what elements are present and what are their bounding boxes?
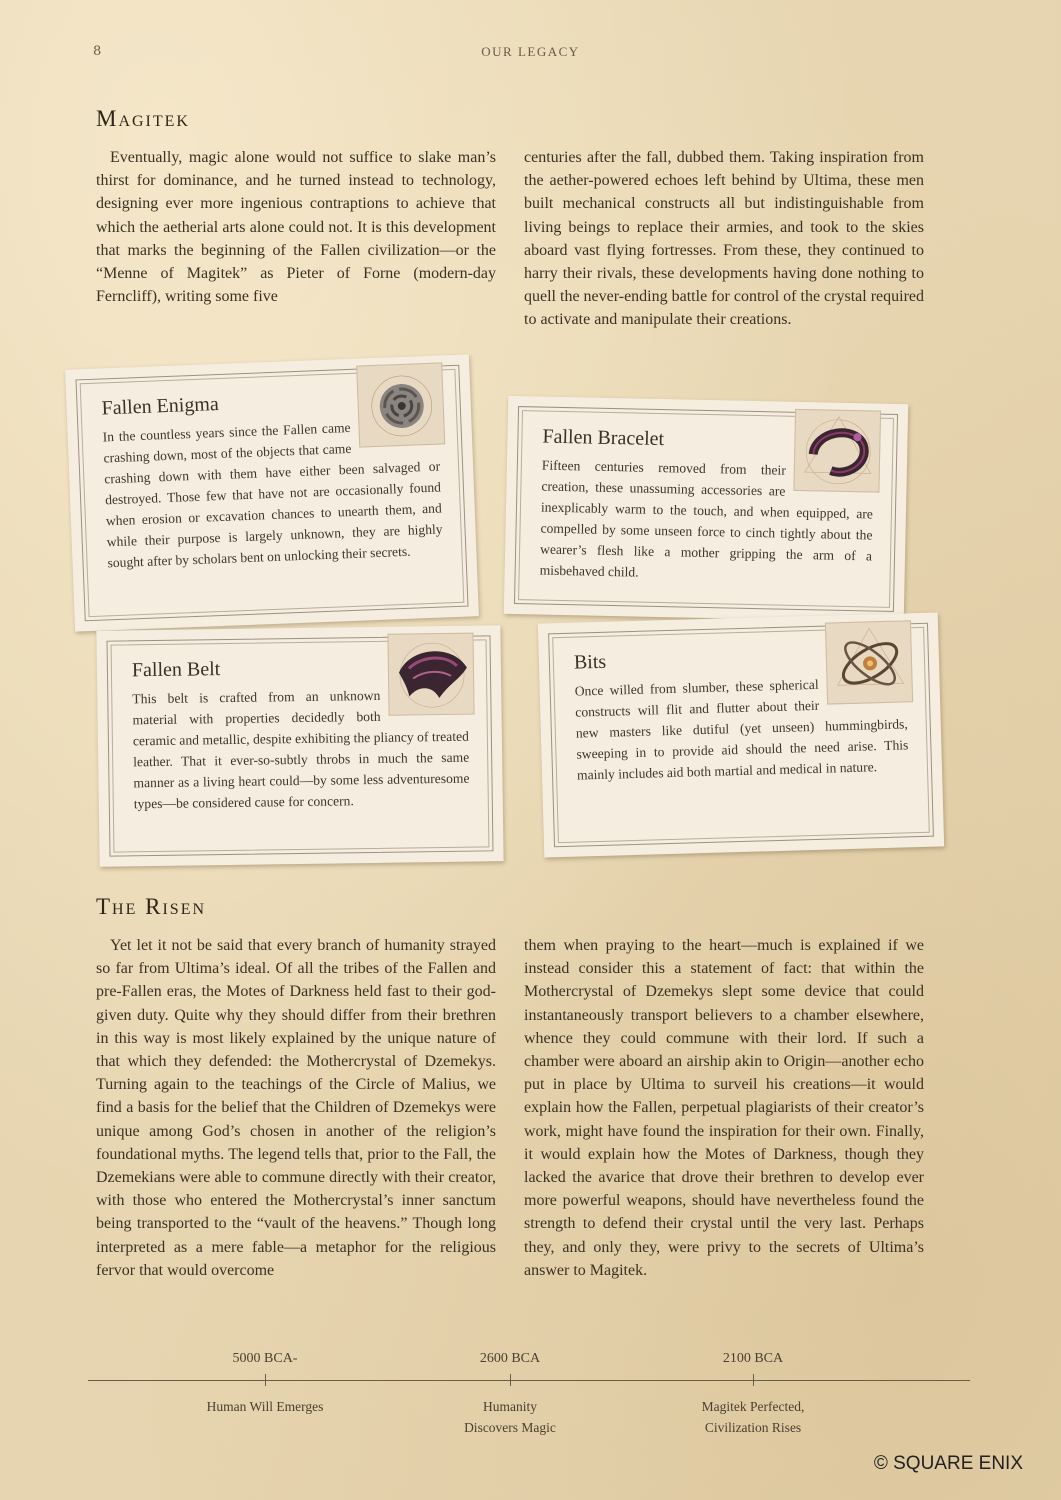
timeline-event-line: Magitek Perfected,	[701, 1399, 805, 1414]
timeline-tick	[265, 1374, 266, 1386]
timeline-date: 2100 BCA	[722, 1351, 784, 1366]
timeline-event	[410, 1396, 610, 1438]
card-title: Bits	[573, 650, 607, 674]
timeline-date: 5000 BCA-	[232, 1351, 298, 1366]
copyright-notice: © SQUARE ENIX	[873, 1453, 1023, 1474]
bracelet-icon	[793, 409, 881, 493]
card-description: In the countless years since the Fallen came crashing down, most of the objects that came crashing down with them have either been salvaged or destroyed. Those few that have not are occasionally found when erosion or excavation chances to unearth them, and while their purpose is largely unknown, they are highly sought after by scholars bent on unlocking their secrets.	[102, 419, 443, 571]
running-head: OUR LEGACY	[481, 44, 580, 59]
timeline-axis	[88, 1380, 970, 1381]
item-card-fallen-belt	[96, 625, 503, 867]
card-description: This belt is crafted from an unknown material with properties decidedly both ceramic and metallic, despite exhibiting the pliancy of treated leather. That it ever-so-subtly throbs in much the same manner as a living heart could—by some less adventuresome types—be considered cause for concern.	[132, 687, 470, 812]
item-card-bits	[538, 612, 944, 857]
page-number: 8	[93, 44, 102, 59]
card-description: Fifteen centuries removed from their creation, these unassuming accessories are inexplicably warm to the touch, and when equipped, are compelled by some unseen force to cinch tightly about the wearer’s flesh like a mother gripping the arm of a misbehaved child.	[539, 457, 874, 580]
timeline-event-line: Civilization Rises	[704, 1420, 802, 1435]
magitek-column-right: centuries after the fall, dubbed them. Taking inspiration from the aether-powered echoes left behind by Ultima, these men built mechanical constructs all but indistinguishable from living beings to replace their armies, and took to the skies aboard vast flying fortresses. From these, they continued to harry their rivals, these developments having done nothing to quell the never-ending battle for control of the crystal required to activate and manipulate their creations.	[524, 149, 924, 329]
spiral-relic-icon	[356, 362, 445, 447]
card-title: Fallen Bracelet	[542, 425, 665, 451]
risen-column-left: Yet let it not be said that every branch of humanity strayed so far from Ultima’s ideal. Of all the tribes of the Fallen and pre-Fallen eras, the Motes of Darkness held fast to their god-given duty. Quite why they should differ from their brethren in this way is most likely explained by the unique nature of that which they defended: the Mothercrystal of Dzemekys. Turning again to the teachings of the Circle of Malius, we find a basis for the belief that the Children of Dzemekys were unique among God’s chosen in another of the religion’s foundational myths. The legend tells that, prior to the Fall, the Dzemekians were able to commune directly with their creator, with those who entered the Mothercrystal’s inner sanctum being transported to the “vault of the heavens.” Though long interpreted as a mere fable—a metaphor for the religious fervor that would overcome	[96, 937, 496, 1279]
item-card-fallen-bracelet	[504, 396, 908, 622]
timeline-event-line: Discovers Magic	[464, 1420, 556, 1435]
section-title-the-risen: The Risen	[96, 894, 207, 919]
item-card-fallen-enigma	[65, 354, 479, 631]
timeline-event	[653, 1396, 853, 1438]
card-title: Fallen Belt	[131, 658, 221, 682]
risen-column-right: them when praying to the heart—much is explained if we instead consider this a statement of fact: that within the Mothercrystal of Dzemekys slept some device that could instantaneously transport believers to a chamber elsewhere, whence they could commune with their lord. If such a chamber were aboard an airship akin to Origin—another echo put in place by Ultima to surveil his creations—it would explain how the Fallen, perpetual plagiarists of their creator’s work, might have found the inspiration for their own. Finally, it would explain how the Motes of Darkness, though they lacked the avarice that drove their brethren to develop ever more powerful weapons, should have nevertheless found the strength to defend their crystal until the very last. Perhaps they, and only they, were privy to the secrets of Ultima’s answer to Magitek.	[524, 937, 924, 1279]
orbit-sphere-icon	[825, 620, 913, 704]
timeline-tick	[753, 1374, 754, 1386]
card-title: Fallen Enigma	[101, 392, 220, 420]
section-title-magitek: Magitek	[96, 106, 190, 131]
timeline-date: 2600 BCA	[479, 1351, 541, 1366]
belt-icon	[387, 633, 474, 716]
card-description: Once willed from slumber, these spherical constructs will flit and flutter about their new masters like dutiful (yet unseen) hummingbirds, sweeping in to provide aid should the need arise. This mainly includes aid both martial and medical in nature.	[574, 676, 909, 783]
timeline-tick	[510, 1374, 511, 1386]
timeline-event-line: Humanity	[483, 1399, 537, 1414]
timeline-event	[165, 1396, 365, 1417]
timeline-event-line: Human Will Emerges	[206, 1399, 324, 1414]
magitek-column-left: Eventually, magic alone would not suffice to slake man’s thirst for dominance, and he turned instead to technology, designing ever more ingenious contraptions to achieve that which the aetherial arts alone could not. It is this development that marks the beginning of the Fallen civilization—or the “Menne of Magitek” as Pieter of Forne (modern-day Ferncliff), writing some five	[96, 149, 496, 306]
